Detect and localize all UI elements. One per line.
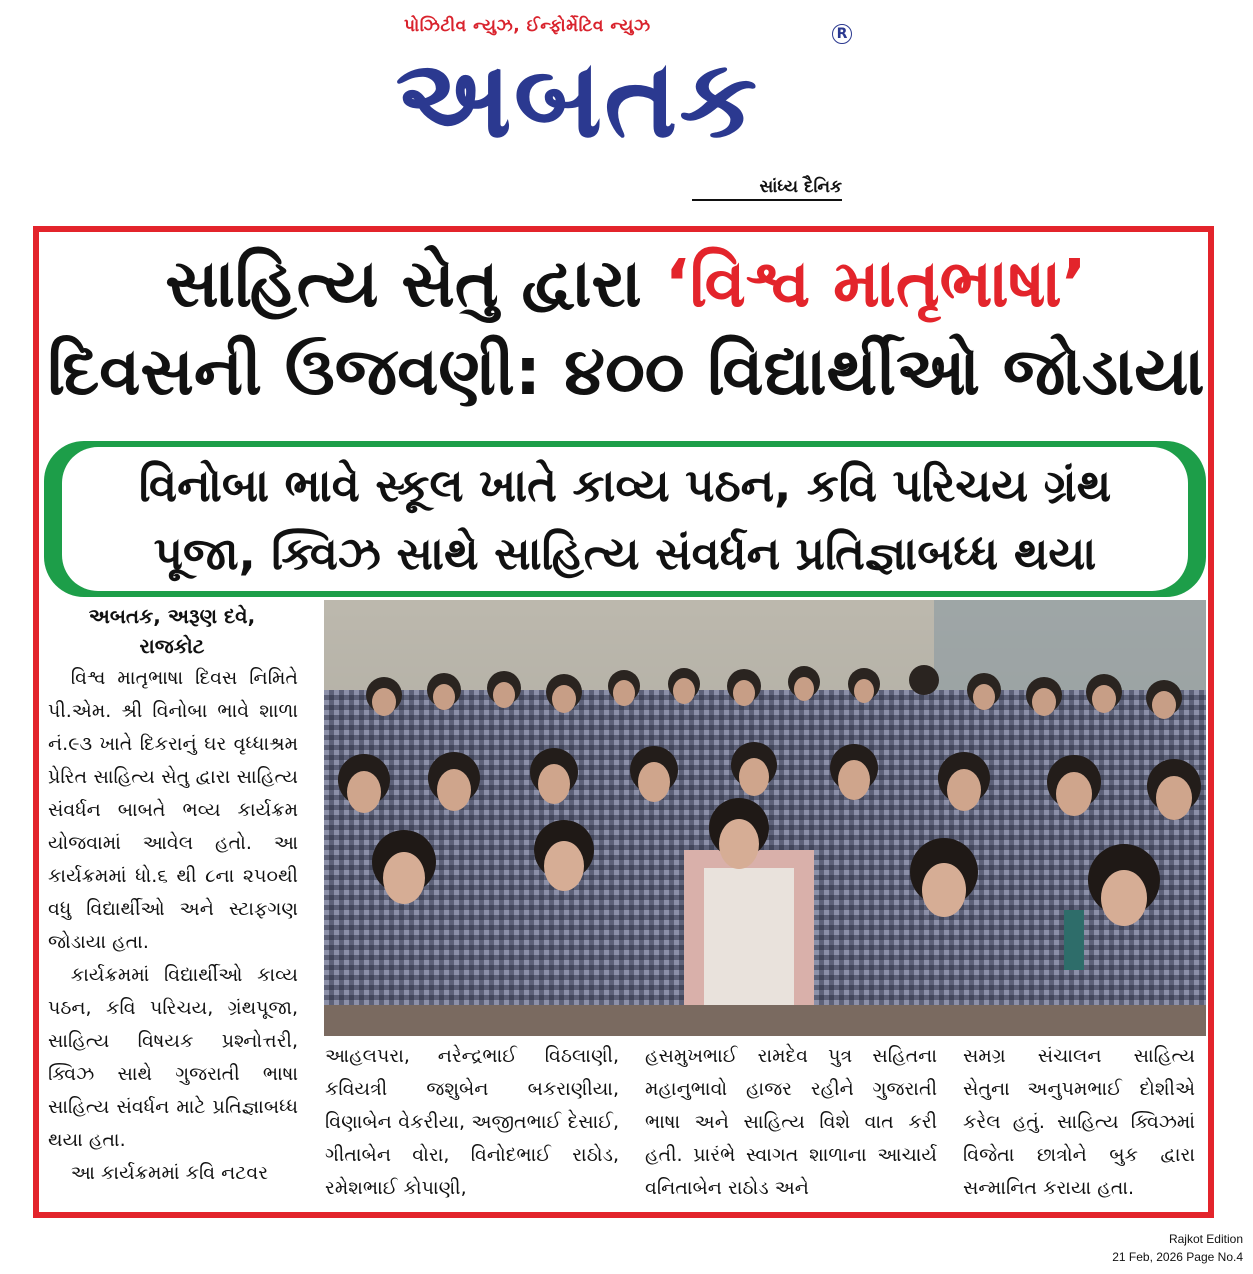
deck-line-2: પૂજા, ક્વિઝ સાથે સાહિત્ય સંવર્ધન પ્રતિજ્ઞાબધ્ધ થયા xyxy=(153,527,1097,580)
headline-part-black: સાહિત્ય સેતુ દ્વારા xyxy=(165,245,665,322)
paragraph: વિશ્વ માતૃભાષા દિવસ નિમિતે પી.એમ. શ્રી વિનોબા ભાવે શાળા નં.૯૩ ખાતે દિકરાનું ઘર વૃધ્ધાશ્રમ પ્રેરિત સાહિત્ય સેતુ દ્વારા સાહિત્ય સંવર્ધન બાબતે ભવ્ય કાર્યક્રમ યોજવામાં આવેલ હતો. આ કાર્યક્રમમાં ધો.૬ થી ૮ના ૨૫૦થી વધુ વિદ્યાર્થીઓ અને સ્ટાફગણ જોડાયા હતા. xyxy=(48,667,298,953)
column-2: આહલપરા, નરેન્દ્રભાઈ વિઠલાણી, કવિયત્રી જશુબેન બકરાણીયા, વિણાબેન વેકરીયા, અજીતભાઈ દેસાઈ, ગીતાબેન વોરા, વિનોદભાઈ રાઠોડ, રમેશભાઈ કોપાણી, xyxy=(325,1045,619,1199)
article-photo xyxy=(324,600,1206,1036)
edition-type: સાંધ્ય દૈનિક xyxy=(759,177,842,197)
column-3: હસમુખભાઈ રામદેવ પુત્ર સહિતના મહાનુભાવો હાજર રહીને ગુજરાતી ભાષા અને સાહિત્ય વિશે વાત કરી હતી. પ્રારંભે સ્વાગત શાળાના આચાર્ય વનિતાબેન રાઠોડ અને xyxy=(645,1045,937,1199)
edition-label: Rajkot Edition xyxy=(1168,1232,1243,1246)
headline-part-red: ‘વિશ્વ માતૃભાષા’ xyxy=(664,245,1087,322)
column-4: સમગ્ર સંચાલન સાહિત્ય સેતુના અનુપમભાઈ દોશીએ કરેલ હતું. સાહિત્ય ક્વિઝમાં વિજેતા છાત્રોને બુક દ્વારા સન્માનિત કરાયા હતા. xyxy=(963,1045,1195,1199)
paragraph: આ કાર્યક્રમમાં કવિ નટવર xyxy=(70,1162,269,1184)
article-headline xyxy=(40,240,1212,416)
masthead-rule xyxy=(692,199,842,201)
date-page-label: 21 Feb, 2026 Page No.4 xyxy=(1112,1250,1243,1264)
article-deck xyxy=(62,452,1188,588)
paragraph: કાર્યક્રમમાં વિદ્યાર્થીઓ કાવ્ય પઠન, કવિ પરિચય, ગ્રંથપૂજા, સાહિત્ય વિષયક પ્રશ્નોત્તરી, ક્વિઝ સાથે ગુજરાતી ભાષા સાહિત્ય સંવર્ધન માટે પ્રતિજ્ઞાબધ્ધ થયા હતા. xyxy=(48,964,298,1151)
students-photo-image xyxy=(324,600,1206,1036)
byline: અબતક, અરૂણ દવે, રાજકોટ xyxy=(88,604,256,658)
masthead-tagline: પોઝિટીવ ન્યુઝ, ઈન્ફોર્મેટિવ ન્યુઝ xyxy=(404,16,651,36)
registered-mark-icon: R xyxy=(832,24,852,44)
masthead xyxy=(0,0,1253,210)
headline-line-2: દિવસની ઉજવણી: ૪૦૦ વિદ્યાર્થીઓ જોડાયા xyxy=(47,333,1205,410)
deck-line-1: વિનોબા ભાવે સ્કૂલ ખાતે કાવ્ય પઠન, કવિ પરિચય ગ્રંથ xyxy=(138,459,1112,512)
column-1 xyxy=(48,662,298,1190)
headline-line-1 xyxy=(40,240,1212,328)
newspaper-logo: અબતક xyxy=(395,37,760,162)
